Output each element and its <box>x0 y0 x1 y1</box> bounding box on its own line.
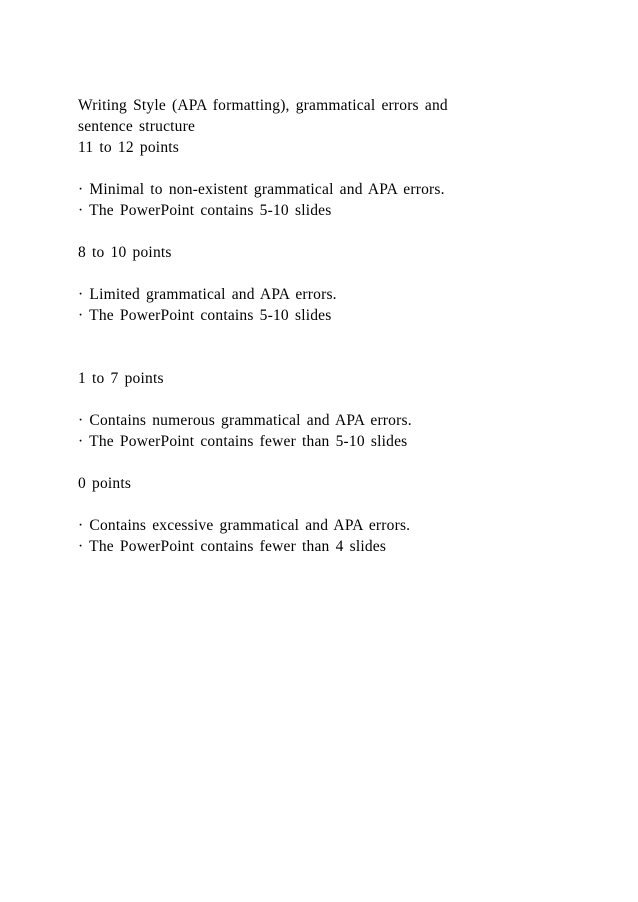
tier-0-bullet-2: · The PowerPoint contains fewer than 4 slides <box>78 538 387 555</box>
tier-8-10-bullet-1: · Limited grammatical and APA errors. <box>78 286 337 303</box>
tier-1-7-bullet-1: · Contains numerous grammatical and APA errors. <box>78 412 412 429</box>
tier-points-8-10: 8 to 10 points <box>78 244 172 261</box>
tier-points-1-7: 1 to 7 points <box>78 370 164 387</box>
rubric-heading-line-1: Writing Style (APA formatting), grammatical errors and <box>78 97 448 114</box>
spacer <box>78 158 578 179</box>
spacer <box>78 326 578 368</box>
rubric-text <box>78 95 578 557</box>
spacer <box>78 263 578 284</box>
tier-8-10-bullet-2: · The PowerPoint contains 5-10 slides <box>78 307 332 324</box>
spacer <box>78 452 578 473</box>
tier-1-7-bullet-2: · The PowerPoint contains fewer than 5-10 slides <box>78 433 408 450</box>
spacer <box>78 389 578 410</box>
tier-11-12-bullet-1: · Minimal to non-existent grammatical and APA errors. <box>78 181 445 198</box>
tier-0-bullet-1: · Contains excessive grammatical and APA errors. <box>78 517 411 534</box>
rubric-heading-line-2: sentence structure <box>78 118 196 135</box>
tier-points-11-12: 11 to 12 points <box>78 139 180 156</box>
tier-11-12-bullet-2: · The PowerPoint contains 5-10 slides <box>78 202 332 219</box>
spacer <box>78 221 578 242</box>
spacer <box>78 494 578 515</box>
tier-points-0: 0 points <box>78 475 132 492</box>
